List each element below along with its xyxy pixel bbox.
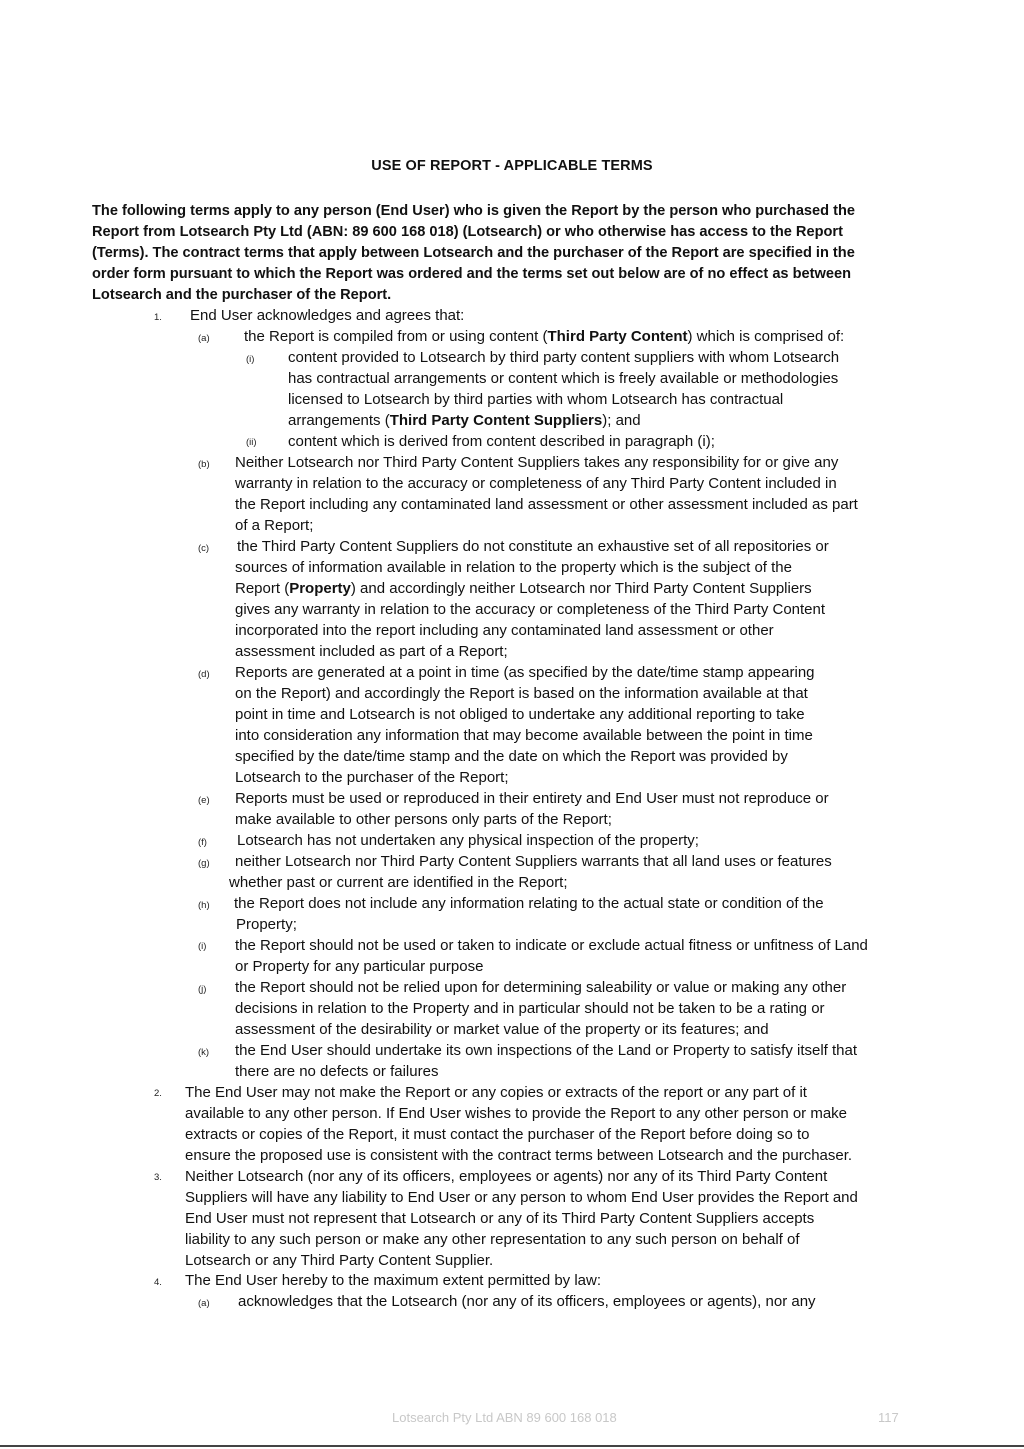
clause-line: of a Report; [235,517,314,534]
clause-line: point in time and Lotsearch is not obliged to undertake any additional reporting to take [235,706,805,723]
clause-line: the End User should undertake its own inspections of the Land or Property to satisfy itself that [235,1042,858,1059]
clause-marker: 1. [154,312,162,323]
clause-marker: 4. [154,1277,162,1288]
clause-line: liability to any such person or make any other representation to any such person on behalf of [185,1231,800,1248]
clause-line: available to any other person. If End User wishes to provide the Report to any other person or make [185,1105,848,1122]
page-title: USE OF REPORT - APPLICABLE TERMS [371,158,653,174]
clause-line: the Report does not include any information relating to the actual state or condition of the [234,895,824,912]
clause-marker: (f) [198,837,207,848]
clause-line: The End User may not make the Report or any copies or extracts of the report or any part of it [185,1084,807,1101]
clause-line: Neither Lotsearch (nor any of its officers, employees or agents) nor any of its Third Party Content [185,1168,828,1185]
clause-line: specified by the date/time stamp and the date on which the Report was provided by [235,748,788,765]
clause-line: End User acknowledges and agrees that: [190,307,465,324]
clause-line: neither Lotsearch nor Third Party Content Suppliers warrants that all land uses or features [235,853,832,870]
clause-line: assessment included as part of a Report; [235,643,508,660]
clause-line: the Report including any contaminated land assessment or other assessment included as part [235,496,858,513]
clause-line: whether past or current are identified in the Report; [229,874,568,891]
clause-line: The End User hereby to the maximum extent permitted by law: [185,1272,602,1289]
clause-line: gives any warranty in relation to the accuracy or completeness of the Third Party Content [235,601,826,618]
clause-line: into consideration any information that may become available between the point in time [235,727,813,744]
page-bottom-rule [0,1445,1024,1447]
clause-line: arrangements (Third Party Content Suppliers); and [288,412,641,429]
clause-marker: (j) [198,984,207,995]
page-number: 117 [878,1410,899,1425]
clause-line: incorporated into the report including any contaminated land assessment or other [235,622,774,639]
clause-marker: (c) [198,543,210,554]
clause-line: assessment of the desirability or market value of the property or its features; and [235,1021,769,1038]
clause-line: decisions in relation to the Property and in particular should not be taken to be a rating or [235,1000,825,1017]
clause-line: or Property for any particular purpose [235,958,484,975]
clause-line: Lotsearch to the purchaser of the Report; [235,769,509,786]
clause-line: acknowledges that the Lotsearch (nor any of its officers, employees or agents), nor any [238,1293,816,1310]
clause-marker: (h) [198,900,210,911]
clause-marker: (a) [198,1298,210,1309]
clause-line: the Report is compiled from or using content (Third Party Content) which is comprised of: [244,328,845,345]
clause-line: sources of information available in relation to the property which is the subject of the [235,559,792,576]
clause-marker: (e) [198,795,210,806]
clause-line: extracts or copies of the Report, it must contact the purchaser of the Report before doing so to [185,1126,810,1143]
clause-line: Suppliers will have any liability to End User or any person to whom End User provides the Report and [185,1189,858,1206]
clause-line: Report (Property) and accordingly neither Lotsearch nor Third Party Content Suppliers [235,580,812,597]
clause-line: on the Report) and accordingly the Report is based on the information available at that [235,685,808,702]
footer-company: Lotsearch Pty Ltd ABN 89 600 168 018 [392,1410,617,1425]
clause-marker: (a) [198,333,210,344]
clause-line: make available to other persons only parts of the Report; [235,811,612,828]
clause-line: content which is derived from content described in paragraph (i); [288,433,715,450]
clause-line: warranty in relation to the accuracy or completeness of any Third Party Content included in [235,475,837,492]
clause-marker: (d) [198,669,210,680]
clause-line: the Report should not be used or taken to indicate or exclude actual fitness or unfitness of Land [235,937,868,954]
clause-line: Neither Lotsearch nor Third Party Content Suppliers takes any responsibility for or give any [235,454,839,471]
clause-line: content provided to Lotsearch by third party content suppliers with whom Lotsearch [288,349,840,366]
clause-line: the Report should not be relied upon for determining saleability or value or making any other [235,979,847,996]
clause-line: Reports must be used or reproduced in their entirety and End User must not reproduce or [235,790,829,807]
intro-paragraph: The following terms apply to any person (End User) who is given the Report by the person who purchased the Report from Lotsearch Pty Ltd (ABN: 89 600 168 018) (Lotsearch) or who otherwise has access to the Report (Terms). The contract terms that apply between Lotsearch and the purchaser of the Report are specified in the order form pursuant to which the Report was ordered and the terms set out below are of no effect as between Lotsearch and the purchaser of the Report. [92,203,856,303]
clause-line: Lotsearch has not undertaken any physical inspection of the property; [237,832,699,849]
clause-marker: (i) [198,941,207,952]
clause-line: End User must not represent that Lotsearch or any of its Third Party Content Suppliers accepts [185,1210,815,1227]
clause-marker: 3. [154,1172,162,1183]
clause-marker: 2. [154,1088,162,1099]
clause-marker: (ii) [246,437,257,448]
clause-line: ensure the proposed use is consistent with the contract terms between Lotsearch and the purchaser. [185,1147,853,1164]
clause-line: licensed to Lotsearch by third parties with whom Lotsearch has contractual [288,391,784,408]
clause-marker: (k) [198,1047,210,1058]
clause-marker: (g) [198,858,210,869]
clause-marker: (b) [198,459,210,470]
clause-line: the Third Party Content Suppliers do not constitute an exhaustive set of all repositories or [237,538,829,555]
clause-line: there are no defects or failures [235,1063,439,1080]
clause-marker: (i) [246,354,255,365]
clause-line: Lotsearch or any Third Party Content Supplier. [185,1252,494,1269]
clause-line: has contractual arrangements or content which is freely available or methodologies [288,370,839,387]
clause-line: Reports are generated at a point in time (as specified by the date/time stamp appearing [235,664,815,681]
clause-line: Property; [236,916,297,933]
